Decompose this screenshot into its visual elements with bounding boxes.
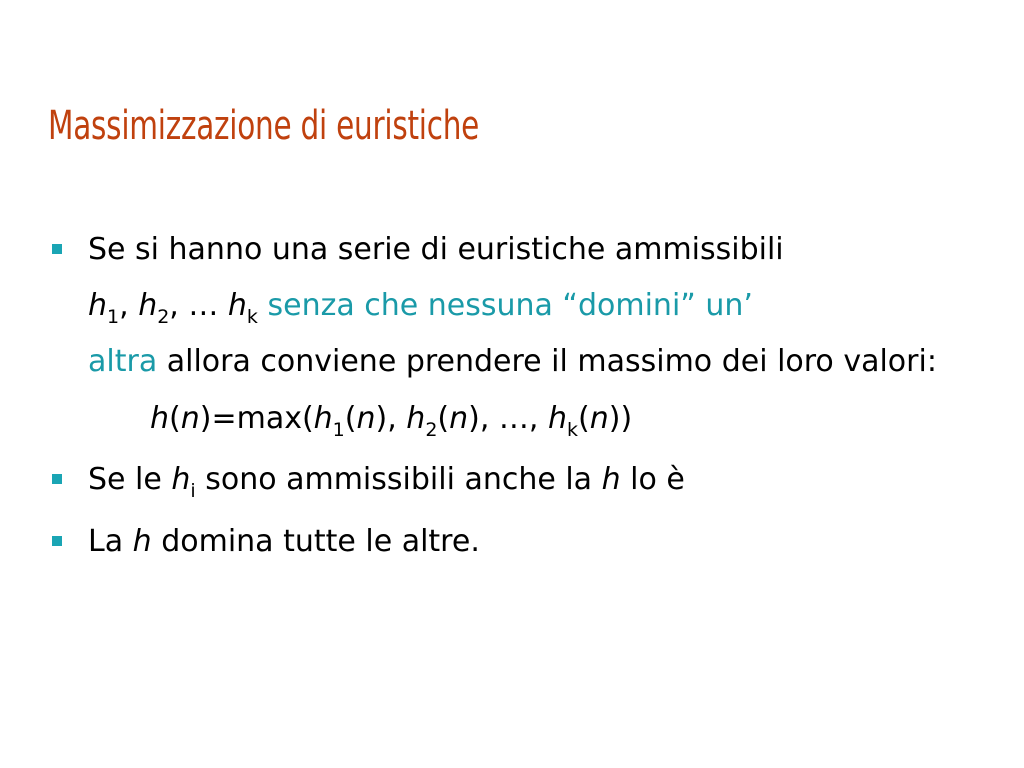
var-h: h: [548, 401, 568, 436]
sub-1: 1: [107, 306, 120, 328]
sub-2: 2: [157, 306, 170, 328]
slide-title: Massimizzazione di euristiche: [48, 103, 480, 149]
var-n: n: [589, 401, 609, 436]
var-n: n: [356, 401, 376, 436]
sub-1: 1: [332, 419, 345, 441]
var-h: h: [227, 288, 247, 323]
sep: , …,: [479, 401, 549, 436]
bullet-2: [52, 452, 952, 508]
sep: ,: [387, 401, 407, 436]
bullet-marker-icon: [52, 244, 62, 254]
var-h: h: [406, 401, 426, 436]
sep: , …: [169, 288, 228, 323]
var-n: n: [449, 401, 469, 436]
var-h: h: [88, 288, 108, 323]
formula-max: )=max(: [199, 401, 314, 436]
bullet-3-text: La: [88, 524, 133, 559]
sub-i: i: [190, 480, 196, 502]
bullet-3: [52, 514, 952, 570]
var-h: h: [601, 462, 621, 497]
highlight-text: senza che nessuna “domini” un’: [267, 288, 753, 323]
bullet-marker-icon: [52, 536, 62, 546]
var-h: h: [171, 462, 191, 497]
bullet-2-text: Se le: [88, 462, 172, 497]
var-h: h: [132, 524, 152, 559]
var-h: h: [138, 288, 158, 323]
sub-k: k: [246, 306, 258, 328]
var-n: n: [180, 401, 200, 436]
sep: ,: [119, 288, 139, 323]
bullet-1: [52, 222, 952, 390]
slide-body: [52, 222, 952, 570]
var-h: h: [313, 401, 333, 436]
bullet-marker-icon: [52, 474, 62, 484]
bullet-1-continuation: allora conviene prendere il massimo dei loro valori:: [157, 344, 937, 379]
bullet-1-text: Se si hanno una serie di euristiche ammissibili: [88, 232, 784, 267]
sub-2: 2: [425, 419, 438, 441]
formula: $h(n)=\max(h_1(n)$, $h_2(n)$, …, $h_k(n)$): [150, 401, 633, 441]
bullet-2-text: sono ammissibili anche la: [195, 462, 602, 497]
sub-k: k: [567, 419, 579, 441]
formula-close: )): [608, 401, 633, 436]
var-h: h: [150, 401, 170, 436]
highlight-text: altra: [88, 344, 158, 379]
bullet-2-text: lo è: [620, 462, 685, 497]
bullet-3-text: domina tutte le altre.: [151, 524, 480, 559]
